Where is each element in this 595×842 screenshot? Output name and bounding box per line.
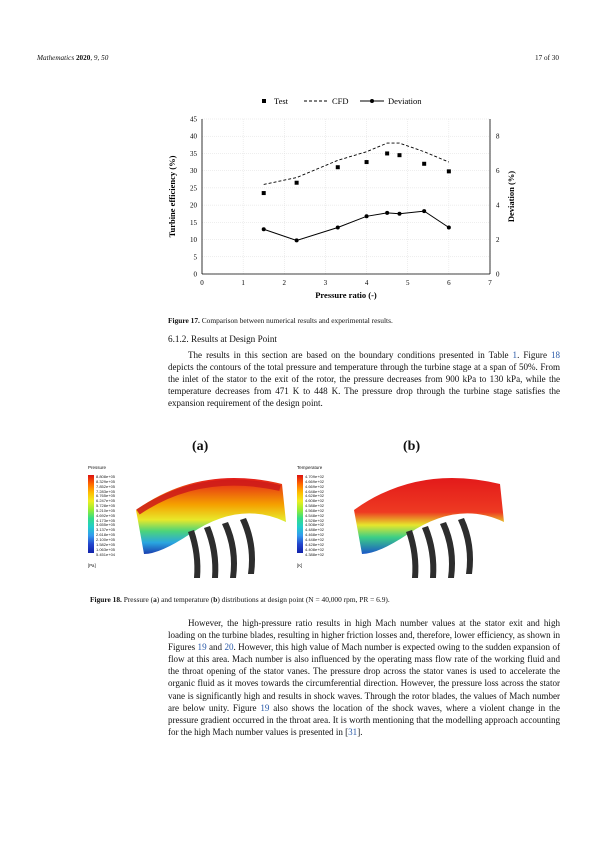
x-tick-label: 5 — [405, 279, 410, 287]
pressure-legend-values — [96, 475, 115, 557]
legend-test-label: Test — [274, 96, 289, 106]
y-tick-label: 25 — [190, 184, 197, 193]
para2-text-4: also shows the location of the shock waves, where a violent change in the pressure gradient occurred in the throat area. It is worth mentioning that the modelling approach accounting for the high Mach number values is presented in [ — [168, 702, 561, 737]
y-tick-label: 20 — [190, 201, 197, 210]
y2-tick-label: 0 — [496, 270, 500, 279]
y2-tick-label: 4 — [496, 201, 500, 210]
legend-value: 4.408e+02 — [305, 546, 325, 552]
deviation-point — [422, 209, 426, 213]
reference-31-link[interactable]: 31 — [348, 726, 358, 737]
y-tick-label: 15 — [190, 218, 197, 227]
legend-value: 1.582e+05 — [96, 541, 116, 547]
legend-value: 7.852e+05 — [96, 483, 116, 489]
test-point — [447, 169, 451, 173]
figure-18b-label: (b) — [403, 439, 421, 454]
legend-value: 8.808e+05 — [96, 474, 116, 479]
pressure-colorbar — [88, 475, 94, 553]
temperature-colorbar — [297, 475, 303, 553]
figure-19-link[interactable]: 19 — [197, 642, 207, 653]
legend-value: 6.247e+05 — [96, 498, 116, 504]
section-number: 6.1.2. — [168, 334, 189, 344]
legend-value: 4.588e+02 — [305, 503, 325, 509]
legend-value: 4.528e+02 — [305, 517, 325, 523]
figure-19-link-2[interactable]: 19 — [260, 702, 270, 713]
page-number: 17 of 30 — [535, 54, 559, 62]
legend-value: 4.692e+05 — [96, 512, 116, 518]
para2-text-1: However, the high-pressure ratio results in high Mach number values at the stator exit and high loading on the turbine blades, resulting in higher friction losses and, therefore, lower efficiency, as shown in Figures — [168, 618, 560, 653]
legend-value: 4.568e+02 — [305, 507, 325, 513]
legend-value: 2.618e+05 — [96, 532, 116, 538]
y-tick-label: 30 — [190, 167, 197, 176]
legend-value: 4.508e+02 — [305, 522, 325, 528]
figure-18-link[interactable]: 18 — [550, 350, 561, 360]
legend-value: 4.428e+02 — [305, 541, 325, 547]
test-point — [336, 165, 340, 169]
legend-deviation-label: Deviation — [388, 96, 422, 106]
legend-value: 4.173e+05 — [96, 517, 116, 523]
para1-text-2: . Figure — [517, 350, 551, 360]
temperature-legend-unit: [K] — [297, 563, 303, 568]
temperature-legend — [297, 465, 349, 577]
legend-value: 3.655e+05 — [96, 522, 116, 528]
test-point — [397, 153, 401, 157]
figure-17-caption — [168, 316, 393, 325]
deviation-point — [447, 226, 451, 230]
para1-text-1: The results in this section are based on the boundary conditions presented in Table — [188, 350, 513, 360]
test-point — [262, 191, 266, 195]
figure-18-caption-text-2: ) and temperature ( — [156, 595, 214, 604]
journal-year: 2020 — [75, 54, 91, 62]
y-axis-label: Turbine efficiency (%) — [167, 155, 177, 238]
figure-20-link[interactable]: 20 — [224, 642, 234, 653]
y-tick-label: 10 — [190, 236, 197, 245]
volume-info: , 9, 50 — [90, 54, 109, 62]
y-tick-label: 0 — [193, 270, 197, 279]
deviation-point — [295, 238, 299, 242]
legend-value: 4.488e+02 — [305, 527, 325, 533]
journal-name: Mathematics — [37, 54, 75, 62]
x-tick-label: 0 — [200, 279, 204, 287]
figure-18-caption-label: Figure 18. — [90, 595, 122, 604]
para2-text-2: and — [206, 642, 225, 653]
legend-value: 4.669e+02 — [305, 483, 325, 489]
x-tick-label: 2 — [282, 279, 287, 287]
legend-value: 4.608e+02 — [305, 498, 325, 504]
cfd-series-line — [264, 143, 449, 184]
deviation-point — [336, 226, 340, 230]
para1-text-3: depicts the contours of the total pressure and temperature through the turbine stage at a span of 50%. From the inlet of the stator to the exit of the rotor, the pressure decreases from 900 kPa to 130 kPa, while the temperature decreases from 471 K to 448 K. The pressure drop through the turbine stage satisfies the expansion requirement of the design point. — [168, 362, 560, 409]
test-point — [422, 162, 426, 166]
para2-text-5: ]. — [357, 726, 363, 737]
pressure-legend-title: Pressure — [88, 465, 107, 470]
running-header — [37, 54, 108, 62]
temperature-legend-values — [305, 475, 324, 557]
section-title: Results at Design Point — [188, 334, 277, 344]
deviation-series-line — [264, 211, 449, 240]
temperature-contour-image — [348, 462, 508, 582]
legend-value: 5.451e+04 — [96, 551, 116, 557]
figure-18-caption-text-1: Pressure ( — [121, 595, 154, 604]
x-tick-label: 3 — [323, 279, 328, 287]
legend-value: 4.669e+02 — [305, 478, 325, 484]
legend-test-marker — [262, 99, 266, 103]
legend-value: 4.648e+02 — [305, 488, 325, 494]
deviation-point — [385, 211, 389, 215]
legend-value: 1.063e+05 — [96, 546, 116, 552]
legend-value: 4.709e+02 — [305, 474, 325, 479]
y2-tick-label: 2 — [496, 236, 500, 245]
figure-17-chart — [162, 92, 516, 307]
figure-18-caption-a: a — [153, 595, 157, 604]
legend-value: 4.468e+02 — [305, 532, 325, 538]
legend-value: 8.329e+05 — [96, 478, 116, 484]
legend-value: 5.728e+05 — [96, 503, 116, 509]
legend-value: 3.137e+05 — [96, 527, 116, 533]
legend-value: 4.448e+02 — [305, 536, 325, 542]
x-axis-label: Pressure ratio (-) — [315, 290, 377, 300]
x-tick-label: 7 — [488, 279, 492, 287]
table-1-link[interactable]: 1 — [512, 350, 518, 360]
figure-18-caption — [90, 595, 390, 604]
test-point — [365, 160, 369, 164]
y2-tick-label: 8 — [496, 132, 500, 141]
legend-value: 7.283e+05 — [96, 488, 116, 494]
x-tick-label: 1 — [241, 279, 245, 287]
y-tick-label: 40 — [190, 132, 197, 141]
paragraph-design-point — [168, 349, 560, 409]
temperature-legend-title: Temperature — [297, 465, 323, 470]
test-point — [385, 151, 389, 155]
test-point — [295, 181, 299, 185]
deviation-point — [397, 212, 401, 216]
deviation-point — [262, 227, 266, 231]
figure-17-caption-label: Figure 17. — [168, 316, 200, 325]
legend-value: 5.210e+05 — [96, 507, 116, 513]
figure-18a-label: (a) — [192, 439, 209, 454]
legend-value: 4.388e+02 — [305, 551, 325, 557]
paragraph-mach-number — [168, 617, 560, 738]
pressure-legend-unit: [Pa] — [88, 563, 96, 568]
figure-18-caption-b: b — [213, 595, 218, 604]
figure-17-caption-text: Comparison between numerical results and experimental results. — [199, 316, 393, 325]
deviation-point — [365, 214, 369, 218]
legend-deviation-marker — [370, 99, 374, 103]
legend-value: 4.548e+02 — [305, 512, 325, 518]
pressure-contour-image — [130, 462, 290, 582]
legend-cfd-label: CFD — [332, 96, 349, 106]
legend-value: 6.765e+05 — [96, 493, 116, 499]
x-tick-label: 6 — [447, 279, 451, 287]
y2-tick-label: 6 — [496, 167, 500, 176]
section-heading — [168, 334, 277, 344]
legend-value: 4.628e+02 — [305, 493, 325, 499]
y2-axis-label: Deviation (%) — [506, 170, 516, 223]
figure-18-caption-text-3: ) distributions at design point (N = 40,000 rpm, PR = 6.9). — [217, 595, 390, 604]
x-tick-label: 4 — [364, 279, 369, 287]
legend-value: 2.100e+05 — [96, 536, 116, 542]
y-tick-label: 45 — [190, 115, 197, 124]
y-tick-label: 35 — [190, 149, 197, 158]
y-tick-label: 5 — [193, 253, 197, 262]
para2-text-3: . However, this high value of Mach number is expected owing to the sudden expansion of flow at this area. Mach number is also influenced by the operating mass flow rate of the working fluid and the throat opening of the stator vanes. The pressure drop across the stator vanes is used to accelerate the organic fluid as it moves towards the circumferential direction. However, the pressure loss across the stator vane is significantly high and results in shock waves. Through the rotor blades, the values of Mach number are below unity. Figure — [168, 642, 561, 713]
